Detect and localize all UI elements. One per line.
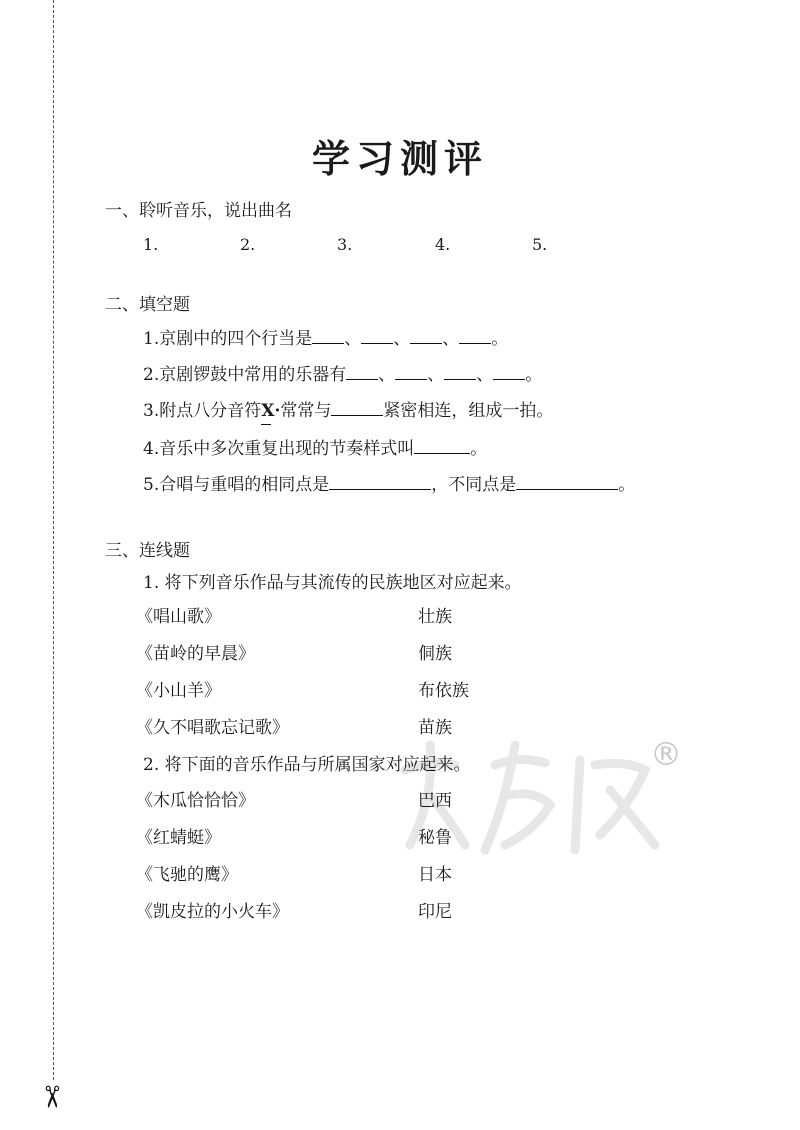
work-item[interactable]: 《红蜻蜓》 xyxy=(136,828,221,848)
work-item[interactable]: 《木瓜恰恰恰》 xyxy=(136,791,255,811)
question-text: 4.音乐中多次重复出现的节奏样式叫 xyxy=(143,439,415,459)
registered-mark: ® xyxy=(650,735,682,773)
country-item[interactable]: 日本 xyxy=(418,865,452,885)
question-text: 3.附点八分音符 xyxy=(143,401,262,421)
answer-blank[interactable] xyxy=(395,362,427,380)
separator: 、 xyxy=(476,365,494,385)
page-title: 学习测评 xyxy=(311,136,488,181)
answer-blank[interactable] xyxy=(444,362,476,380)
country-item[interactable]: 秘鲁 xyxy=(418,828,452,848)
question-text: 1.京剧中的四个行当是 xyxy=(143,329,313,349)
country-item[interactable]: 巴西 xyxy=(418,791,452,811)
answer-blank[interactable] xyxy=(516,472,618,490)
work-item[interactable]: 《久不唱歌忘记歌》 xyxy=(136,718,289,738)
note-letter: X xyxy=(261,401,275,421)
question-text: 5.合唱与重唱的相同点是 xyxy=(143,475,330,495)
question-text: ，不同点是 xyxy=(431,475,517,495)
answer-blank[interactable] xyxy=(459,326,491,344)
work-item[interactable]: 《凯皮拉的小火车》 xyxy=(136,902,289,922)
region-item[interactable]: 侗族 xyxy=(418,644,452,664)
answer-blank[interactable] xyxy=(312,326,344,344)
separator: 、 xyxy=(378,365,396,385)
period: 。 xyxy=(525,365,543,385)
question-2-3 xyxy=(143,398,553,422)
work-item[interactable]: 《飞驰的鹰》 xyxy=(136,865,238,885)
matching-instruction-1: 1. 将下列音乐作品与其流传的民族地区对应起来。 xyxy=(143,573,522,593)
work-item[interactable]: 《苗岭的早晨》 xyxy=(136,644,255,664)
section2-heading: 二、填空题 xyxy=(105,295,190,315)
answer-number-1: 1. xyxy=(143,235,159,254)
period: 。 xyxy=(618,475,636,495)
question-text: 2.京剧锣鼓中常用的乐器有 xyxy=(143,365,347,385)
region-item[interactable]: 苗族 xyxy=(418,718,452,738)
separator: 、 xyxy=(344,329,362,349)
answer-blank[interactable] xyxy=(410,326,442,344)
answer-number-2: 2. xyxy=(240,235,256,254)
period: 。 xyxy=(470,439,488,459)
question-2-4 xyxy=(143,436,487,460)
answer-blank[interactable] xyxy=(361,326,393,344)
section1-heading: 一、聆听音乐，说出曲名 xyxy=(105,201,292,221)
question-2-2 xyxy=(143,362,542,386)
note-dot: · xyxy=(274,401,281,421)
note-underline xyxy=(261,424,271,425)
answer-blank[interactable] xyxy=(329,472,431,490)
work-item[interactable]: 《小山羊》 xyxy=(136,681,221,701)
answer-number-5: 5. xyxy=(532,235,548,254)
country-item[interactable]: 印尼 xyxy=(418,902,452,922)
answer-number-4: 4. xyxy=(435,235,451,254)
period: 。 xyxy=(491,329,509,349)
separator: 、 xyxy=(427,365,445,385)
answer-number-3: 3. xyxy=(337,235,353,254)
region-item[interactable]: 壮族 xyxy=(418,607,452,627)
question-text: 常常与 xyxy=(280,401,332,421)
dotted-eighth-note-symbol xyxy=(261,400,280,422)
work-item[interactable]: 《唱山歌》 xyxy=(136,607,221,627)
separator: 、 xyxy=(442,329,460,349)
matching-instruction-2: 2. 将下面的音乐作品与所属国家对应起来。 xyxy=(143,755,471,775)
question-text: 紧密相连，组成一拍。 xyxy=(383,401,554,421)
answer-blank[interactable] xyxy=(346,362,378,380)
question-2-5 xyxy=(143,472,635,496)
region-item[interactable]: 布依族 xyxy=(418,681,469,701)
separator: 、 xyxy=(393,329,411,349)
answer-blank[interactable] xyxy=(414,436,470,454)
answer-blank[interactable] xyxy=(493,362,525,380)
section3-heading: 三、连线题 xyxy=(105,541,190,561)
question-2-1 xyxy=(143,326,508,350)
answer-blank[interactable] xyxy=(331,398,383,416)
scissors-icon: ✂ xyxy=(33,1084,69,1110)
